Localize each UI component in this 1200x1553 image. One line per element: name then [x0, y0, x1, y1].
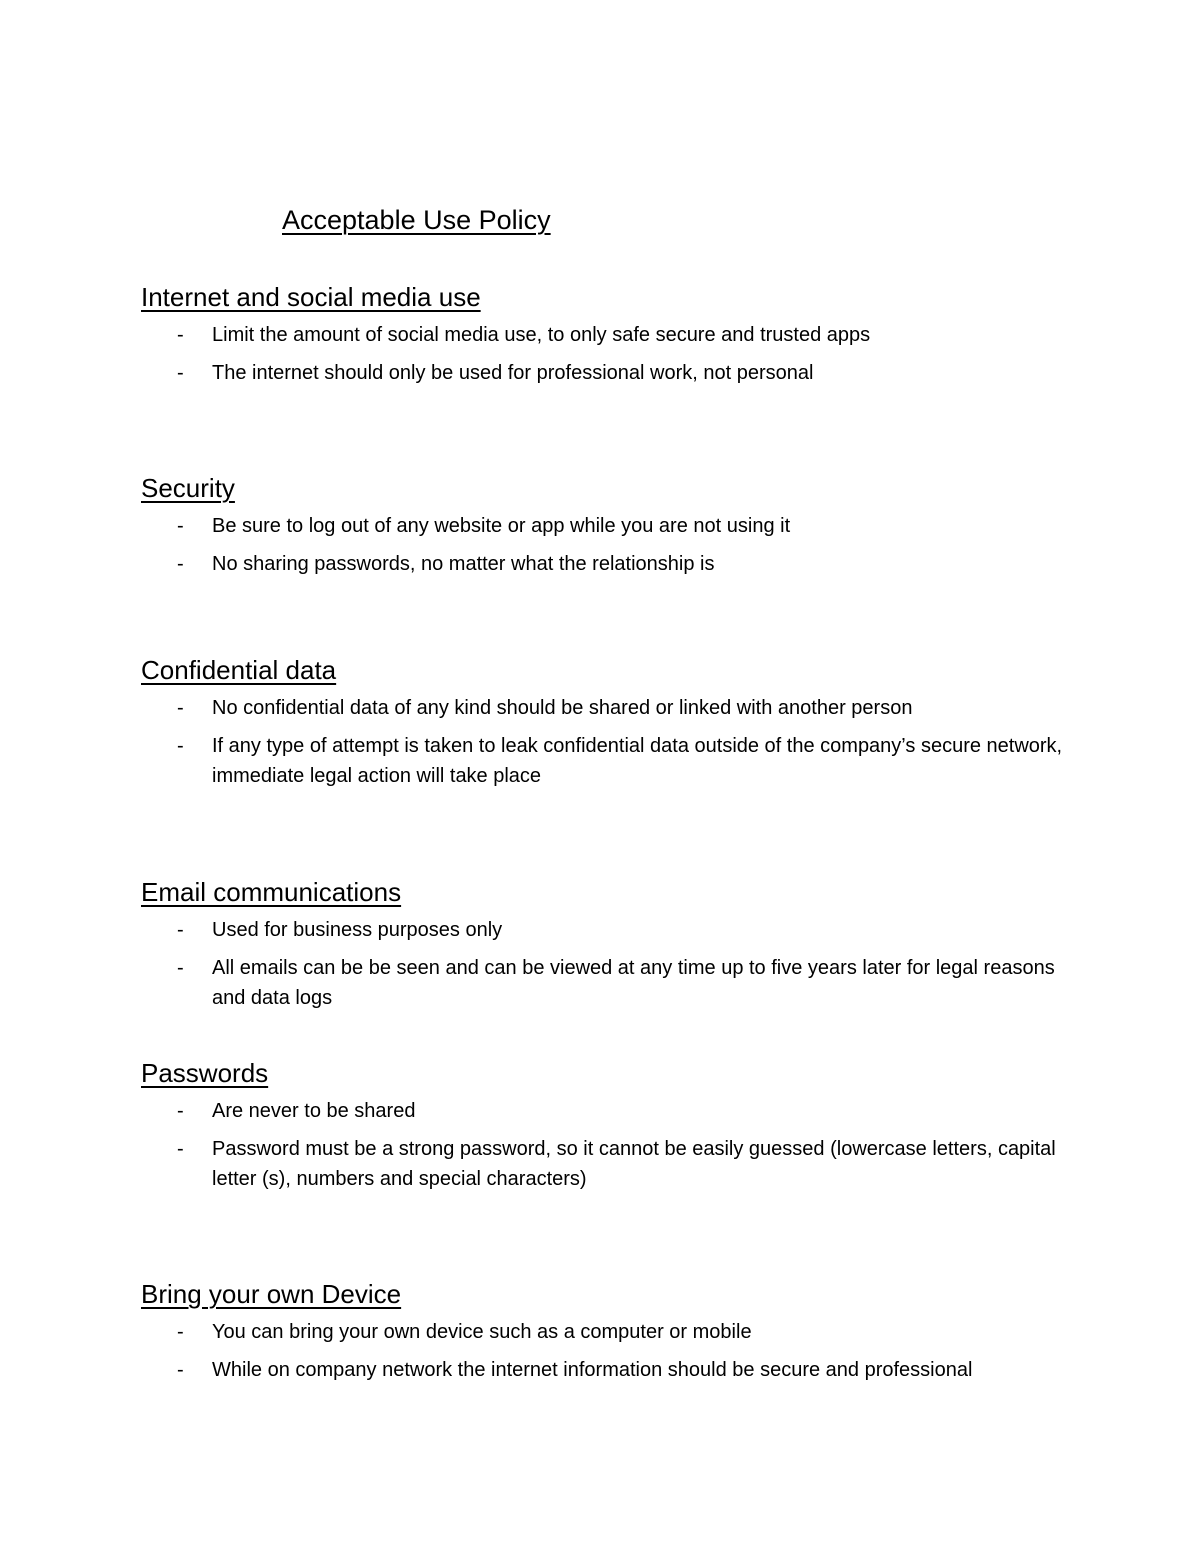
- list-item: [141, 693, 1071, 723]
- bullet-list: [141, 511, 1071, 579]
- dash-bullet-icon: -: [177, 1321, 184, 1343]
- section-security: [141, 471, 1071, 587]
- list-item: [141, 953, 1071, 1013]
- section-confidential-data: [141, 653, 1071, 799]
- list-item: [141, 511, 1071, 541]
- dash-bullet-icon: -: [177, 1138, 184, 1160]
- list-item-text: All emails can be be seen and can be viewed at any time up to five years later for legal reasons and data logs: [212, 957, 1055, 1009]
- list-item: [141, 915, 1071, 945]
- dash-bullet-icon: -: [177, 919, 184, 941]
- list-item-text: Password must be a strong password, so it cannot be easily guessed (lowercase letters, capital letter (s), numbers and special characters): [212, 1138, 1056, 1190]
- dash-bullet-icon: -: [177, 1359, 184, 1381]
- dash-bullet-icon: -: [177, 735, 184, 757]
- bullet-list: [141, 693, 1071, 791]
- list-item: [141, 731, 1071, 791]
- section-passwords: [141, 1056, 1071, 1202]
- list-item-text: Limit the amount of social media use, to only safe secure and trusted apps: [212, 324, 871, 346]
- list-item-text: Be sure to log out of any website or app while you are not using it: [212, 515, 791, 537]
- bullet-list: [141, 320, 1071, 388]
- list-item: [141, 1134, 1071, 1194]
- list-item-text: You can bring your own device such as a computer or mobile: [212, 1321, 752, 1343]
- dash-bullet-icon: -: [177, 324, 184, 346]
- section-internet-social-media: [141, 280, 1071, 396]
- dash-bullet-icon: -: [177, 697, 184, 719]
- bullet-list: [141, 915, 1071, 1013]
- dash-bullet-icon: -: [177, 553, 184, 575]
- list-item: [141, 1317, 1071, 1347]
- list-item: [141, 320, 1071, 350]
- section-heading: Bring your own Device: [141, 1279, 402, 1309]
- list-item: [141, 549, 1071, 579]
- document-title: Acceptable Use Policy: [282, 205, 551, 235]
- list-item-text: While on company network the internet information should be secure and professional: [212, 1359, 973, 1381]
- list-item-text: Used for business purposes only: [212, 919, 503, 941]
- section-heading: Email communications: [141, 877, 402, 907]
- dash-bullet-icon: -: [177, 1100, 184, 1122]
- dash-bullet-icon: -: [177, 362, 184, 384]
- list-item-text: No confidential data of any kind should be shared or linked with another person: [212, 697, 913, 719]
- list-item: [141, 1096, 1071, 1126]
- section-heading: Confidential data: [141, 655, 337, 685]
- list-item-text: The internet should only be used for professional work, not personal: [212, 362, 814, 384]
- list-item: [141, 358, 1071, 388]
- bullet-list: [141, 1096, 1071, 1194]
- list-item: [141, 1355, 1071, 1385]
- section-heading: Passwords: [141, 1058, 269, 1088]
- list-item-text: No sharing passwords, no matter what the relationship is: [212, 553, 715, 575]
- dash-bullet-icon: -: [177, 957, 184, 979]
- section-email-communications: [141, 875, 1071, 1021]
- bullet-list: [141, 1317, 1071, 1385]
- section-heading: Security: [141, 473, 235, 503]
- dash-bullet-icon: -: [177, 515, 184, 537]
- section-heading: Internet and social media use: [141, 282, 481, 312]
- list-item-text: If any type of attempt is taken to leak confidential data outside of the company’s secure network, immediate legal action will take place: [212, 735, 1063, 787]
- section-bring-your-own-device: [141, 1277, 1071, 1393]
- list-item-text: Are never to be shared: [212, 1100, 416, 1122]
